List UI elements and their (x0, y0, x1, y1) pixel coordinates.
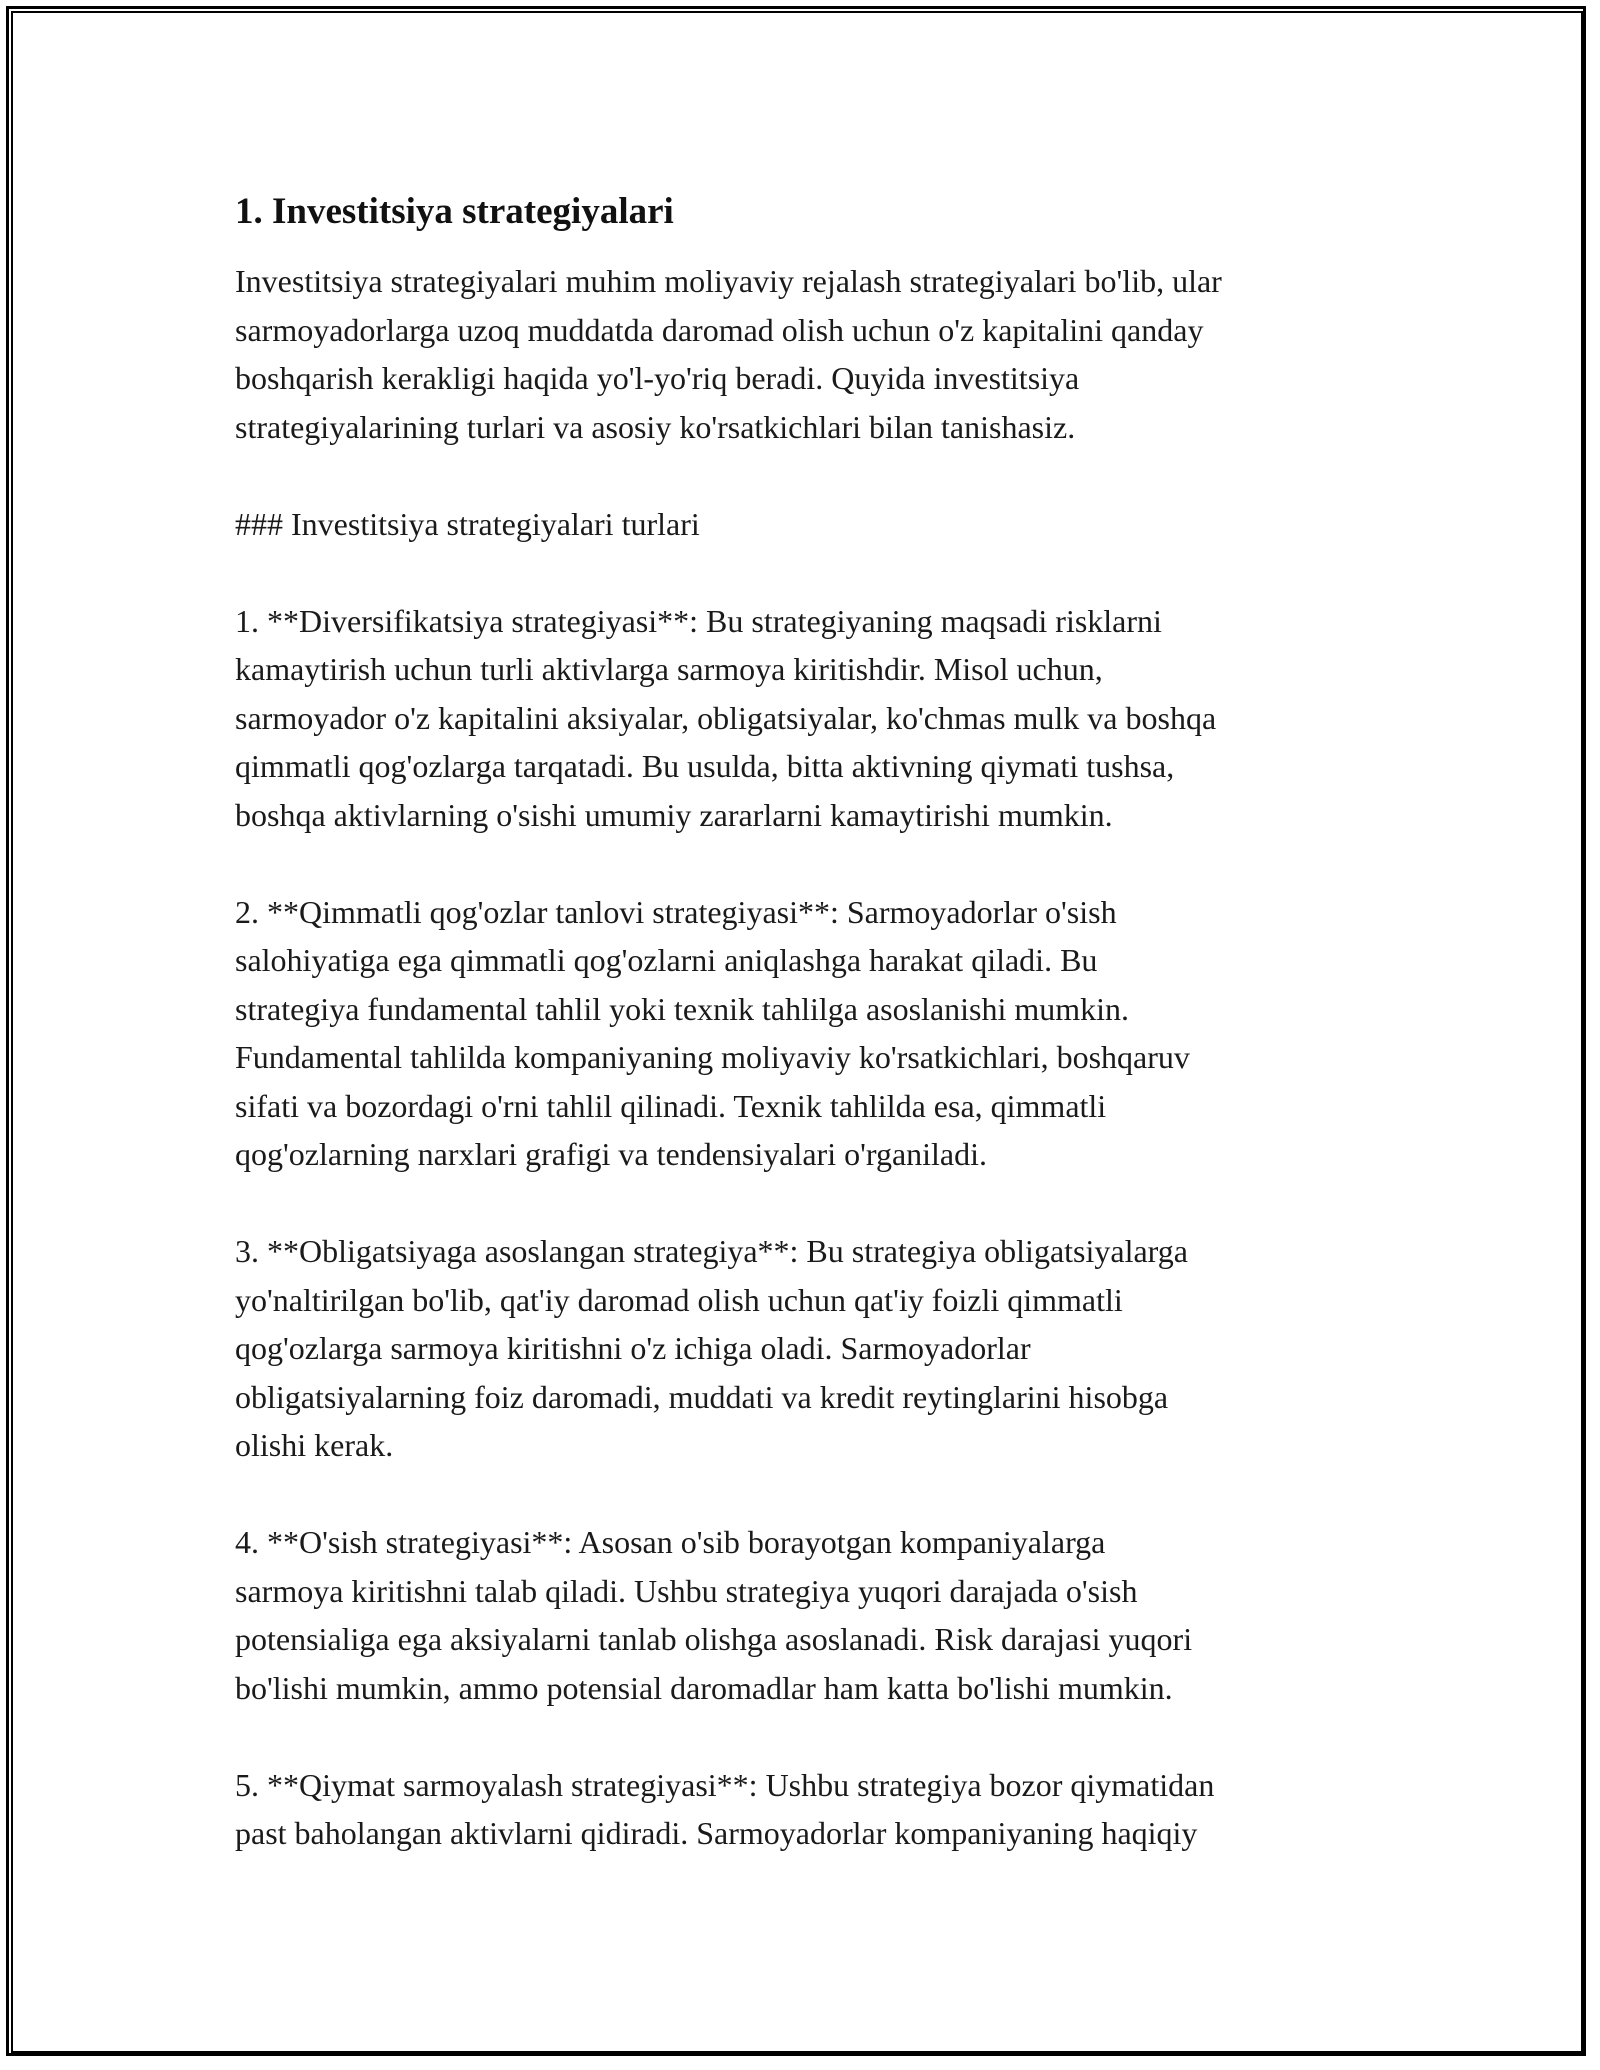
list-item-value-investing: 5. **Qiymat sarmoyalash strategiyasi**: Ushbu strategiya bozor qiymatidan past baholangan aktivlarni qidiradi. Sarmoyadorlar kompaniyaning haqiqiy (235, 1766, 1215, 1851)
list-item-securities-selection: 2. **Qimmatli qog'ozlar tanlovi strategiyasi**: Sarmoyadorlar o'sish salohiyatiga ega qimmatli qog'ozlarni aniqlashga harakat qiladi. Bu strategiya fundamental tahlil yoki texnik tahlilga asoslanishi mumkin. Fundamental tahlilda kompaniyaning moliyaviy ko'rsatkichlari, boshqaruv sifati va bozordagi o'rni tahlil qilinadi. Texnik tahlilda esa, qimmatli qog'ozlarning narxlari grafigi va tendensiyalari o'rganiladi. (235, 893, 1190, 1172)
document-body (235, 186, 1395, 1906)
section-subheading: ### Investitsiya strategiyalari turlari (235, 505, 700, 542)
document-heading: 1. Investitsiya strategiyalari (235, 191, 674, 232)
intro-paragraph: Investitsiya strategiyalari muhim moliyaviy rejalash strategiyalari bo'lib, ular sarmoyadorlarga uzoq muddatda daromad olish uchun o'z kapitalini qanday boshqarish kerakligi haqida yo'l-yo'riq beradi. Quyida investitsiya strategiyalarining turlari va asosiy ko'rsatkichlari bilan tanishasiz. (235, 263, 1222, 445)
list-item-bond-strategy: 3. **Obligatsiyaga asoslangan strategiya**: Bu strategiya obligatsiyalarga yo'naltirilgan bo'lib, qat'iy daromad olish uchun qat'iy foizli qimmatli qog'ozlarga sarmoya kiritishni o'z ichiga oladi. Sarmoyadorlar obligatsiyalarning foiz daromadi, muddati va kredit reytinglarini hisobga olishi kerak. (235, 1233, 1188, 1463)
list-item-diversification: 1. **Diversifikatsiya strategiyasi**: Bu strategiyaning maqsadi risklarni kamaytirish uchun turli aktivlarga sarmoya kiritishdir. Misol uchun, sarmoyador o'z kapitalini aksiyalar, obligatsiyalar, ko'chmas mulk va boshqa qimmatli qog'ozlarga tarqatadi. Bu usulda, bitta aktivning qiymati tushsa, boshqa aktivlarning o'sishi umumiy zararlarni kamaytirishi mumkin. (235, 602, 1217, 833)
list-item-growth-strategy: 4. **O'sish strategiyasi**: Asosan o'sib borayotgan kompaniyalarga sarmoya kiritishni talab qiladi. Ushbu strategiya yuqori darajada o'sish potensialiga ega aksiyalarni tanlab olishga asoslanadi. Risk darajasi yuqori bo'lishi mumkin, ammo potensial daromadlar ham katta bo'lishi mumkin. (235, 1524, 1193, 1706)
